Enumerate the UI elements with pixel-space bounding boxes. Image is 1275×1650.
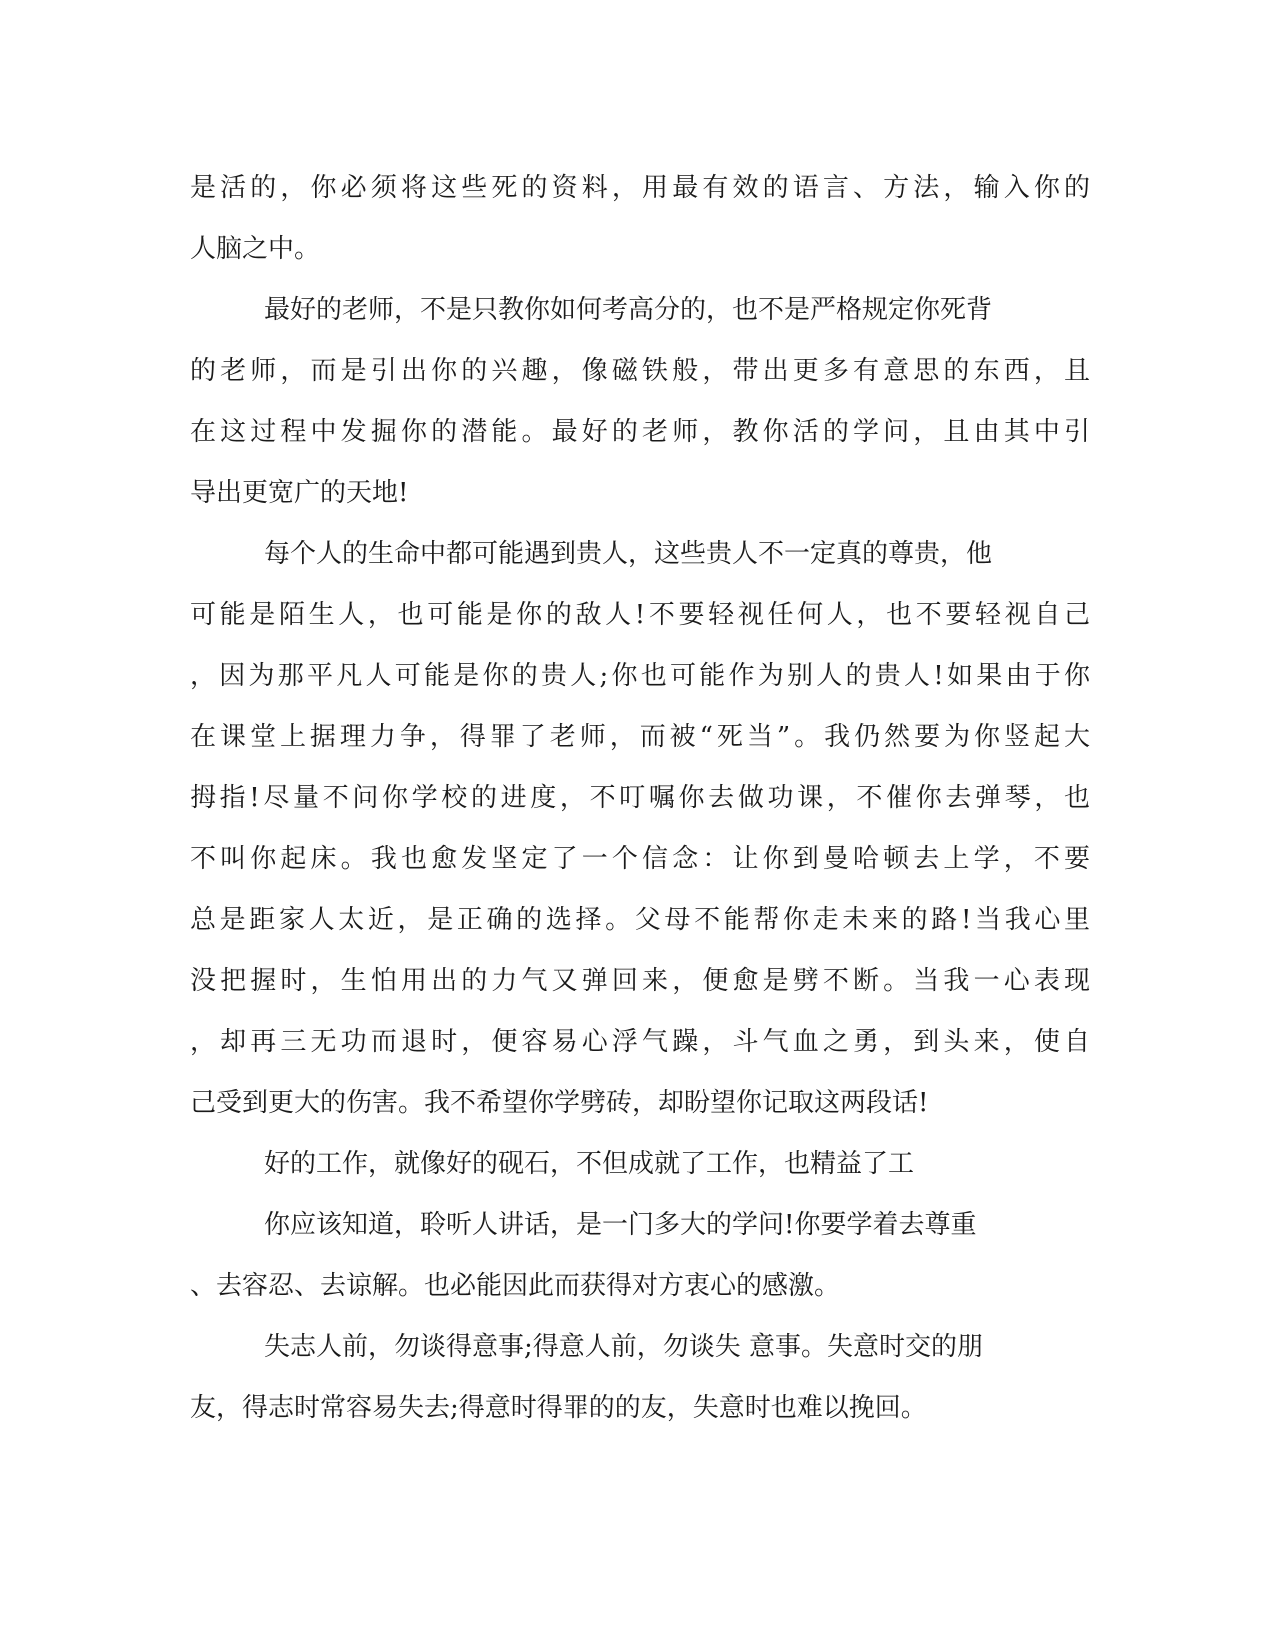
text-line: 友，得志时常容易失去;得意时得罪的的友，失意时也难以挽回。 (190, 1393, 927, 1423)
text-line: 在这过程中发掘你的潜能。最好的老师，教你活的学问，且由其中引 (190, 417, 1090, 447)
text-line: 、去容忍、去谅解。也必能因此而获得对方衷心的感激。 (190, 1271, 841, 1301)
text-line: 不叫你起床。我也愈发坚定了一个信念：让你到曼哈顿去上学，不要 (190, 844, 1090, 874)
body-text (190, 158, 1090, 1439)
text-line: ，因为那平凡人可能是你的贵人;你也可能作为别人的贵人!如果由于你 (190, 661, 1090, 691)
text-line: 可能是陌生人，也可能是你的敌人!不要轻视任何人，也不要轻视自己 (190, 600, 1090, 630)
paragraph-start-line: 你应该知道，聆听人讲话，是一门多大的学问!你要学着去尊重 (264, 1210, 977, 1240)
text-line: 总是距家人太近，是正确的选择。父母不能帮你走未来的路!当我心里 (190, 905, 1090, 935)
text-line: 人脑之中。 (190, 234, 321, 264)
paragraph-start-line: 失志人前，勿谈得意事;得意人前，勿谈失 意事。失意时交的朋 (264, 1332, 984, 1362)
text-line: 拇指!尽量不问你学校的进度，不叮嘱你去做功课，不催你去弹琴，也 (190, 783, 1090, 813)
text-line: ，却再三无功而退时，便容易心浮气躁，斗气血之勇，到头来，使自 (190, 1027, 1090, 1057)
text-line: 的老师，而是引出你的兴趣，像磁铁般，带出更多有意思的东西，且 (190, 356, 1090, 386)
paragraph-start-line: 每个人的生命中都可能遇到贵人，这些贵人不一定真的尊贵，他 (264, 539, 993, 569)
text-line: 己受到更大的伤害。我不希望你学劈砖，却盼望你记取这两段话! (190, 1088, 929, 1118)
paragraph-start-line: 好的工作，就像好的砚石，不但成就了工作，也精益了工 (264, 1149, 915, 1179)
text-line: 是活的，你必须将这些死的资料，用最有效的语言、方法，输入你的 (190, 173, 1090, 203)
text-line: 没把握时，生怕用出的力气又弹回来，便愈是劈不断。当我一心表现 (190, 966, 1090, 996)
text-line: 在课堂上据理力争，得罪了老师，而被“死当”。我仍然要为你竖起大 (190, 722, 1090, 752)
paragraph-start-line: 最好的老师，不是只教你如何考高分的，也不是严格规定你死背 (264, 295, 993, 325)
text-line: 导出更宽广的天地! (190, 478, 409, 508)
